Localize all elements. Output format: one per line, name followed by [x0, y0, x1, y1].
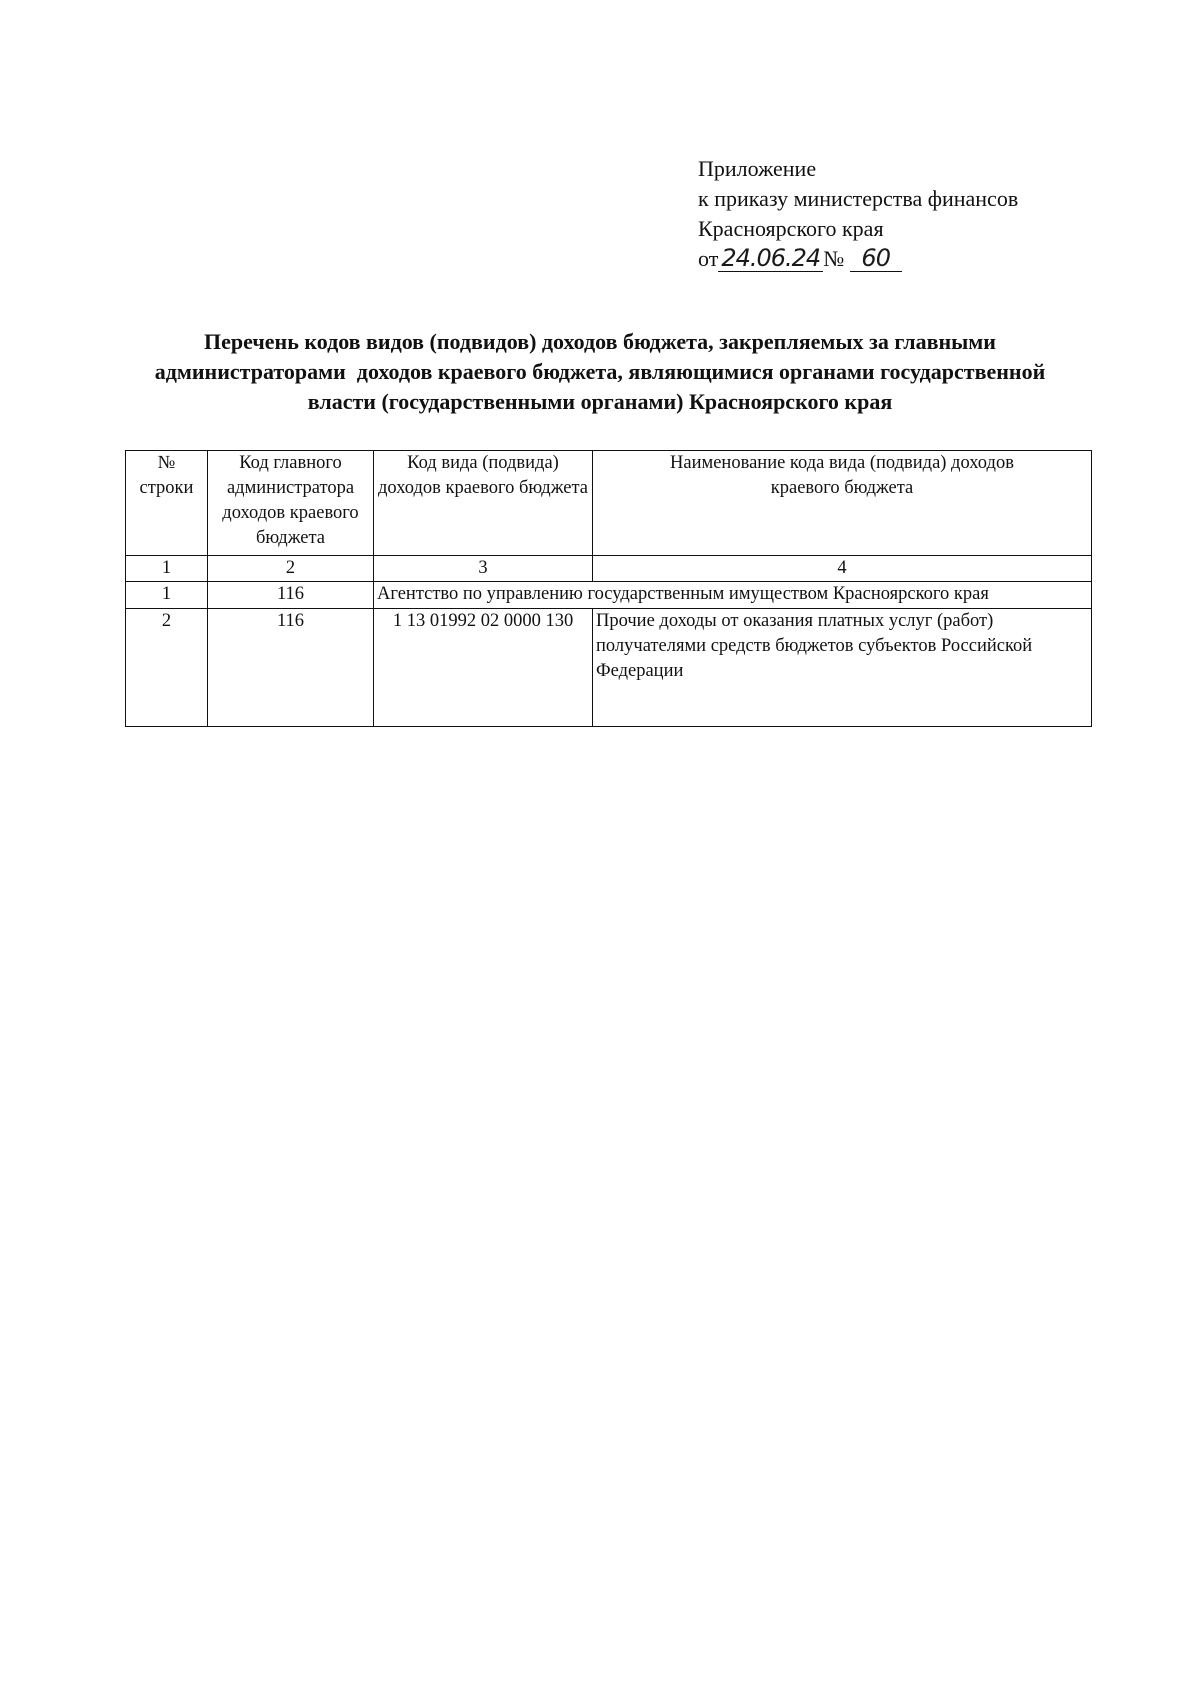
table-row-item	[126, 609, 1092, 727]
appendix-block	[698, 154, 1018, 274]
cell-income-code: 1 13 01992 02 0000 130	[374, 609, 593, 727]
title-line-2: администраторами доходов краевого бюджета, являющимися органами государственной	[154, 359, 1046, 384]
cell-income-name: Прочие доходы от оказания платных услуг (работ) получателями средств бюджетов субъектов Российской Федерации	[593, 609, 1092, 727]
handwritten-number: 60	[850, 245, 902, 272]
document-title	[118, 327, 1082, 417]
title-line-3: власти (государственными органами) Красноярского края	[307, 389, 893, 414]
column-number: 3	[374, 556, 593, 582]
cell-admin-code: 116	[208, 609, 374, 727]
order-date-number-line	[698, 244, 1018, 274]
date-prefix: от	[698, 246, 719, 271]
agency-name-text: Агентство по управлению государственным имуществом Красноярского края	[377, 584, 989, 604]
handwritten-date: 24.06.24	[718, 245, 823, 272]
income-codes-table	[125, 450, 1092, 727]
appendix-line-1: Приложение	[698, 156, 817, 181]
table-row-agency	[126, 582, 1092, 609]
appendix-line-3: Красноярского края	[698, 216, 884, 241]
column-number: 4	[593, 556, 1092, 582]
appendix-line-2: к приказу министерства финансов	[698, 186, 1019, 211]
title-line-1: Перечень кодов видов (подвидов) доходов бюджета, закрепляемых за главными	[204, 329, 996, 354]
column-number: 1	[126, 556, 208, 582]
cell-agency-name	[374, 582, 1092, 609]
column-number-row	[126, 556, 1092, 582]
cell-line-number: 2	[126, 609, 208, 727]
header-income-name: Наименование кода вида (подвида) доходов краевого бюджета	[593, 451, 1092, 556]
column-number: 2	[208, 556, 374, 582]
header-admin-code: Код главного администратора доходов краевого бюджета	[208, 451, 374, 556]
cell-admin-code: 116	[208, 582, 374, 609]
header-line-number: № строки	[126, 451, 208, 556]
number-prefix: №	[823, 246, 845, 271]
header-income-code: Код вида (подвида) доходов краевого бюджета	[374, 451, 593, 556]
cell-line-number: 1	[126, 582, 208, 609]
table-header-row	[126, 451, 1092, 556]
